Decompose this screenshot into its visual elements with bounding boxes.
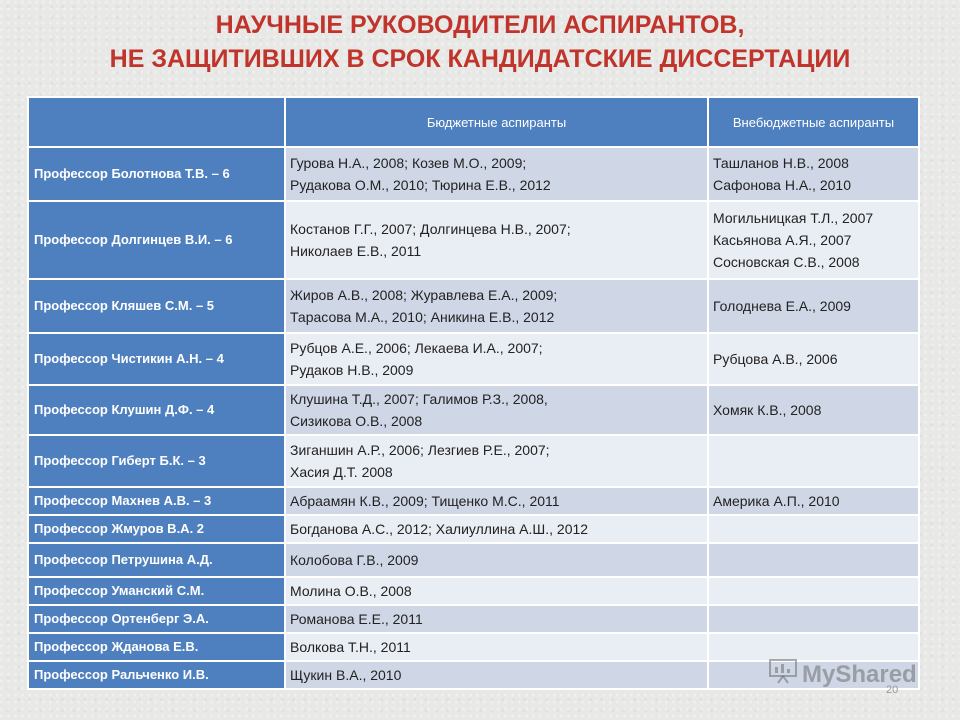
supervisor-cell: Профессор Жданова Е.В. [28,633,285,661]
budget-students-cell [285,605,708,633]
student-entry: Рубцов А.Е., 2006; Лекаева И.А., 2007; [290,340,543,356]
student-entry: Богданова А.С., 2012; Халиуллина А.Ш., 2012 [290,521,589,537]
supervisor-cell: Профессор Махнев А.В. – 3 [28,487,285,515]
student-entry: Голоднева Е.А., 2009 [713,298,851,314]
page-title [0,8,960,76]
header-supervisor [28,97,285,147]
student-entry: Сизикова О.В., 2008 [290,413,423,429]
table-row [28,147,919,201]
extra-budget-students-cell [708,543,919,577]
student-entry: Зиганшин А.Р., 2006; Лезгиев Р.Е., 2007; [290,442,550,458]
student-entry: Сосновская С.В., 2008 [713,254,860,270]
table-row [28,279,919,333]
title-line-1: НАУЧНЫЕ РУКОВОДИТЕЛИ АСПИРАНТОВ, [215,11,745,39]
supervisor-cell: Профессор Уманский С.М. [28,577,285,605]
title-line-2: НЕ ЗАЩИТИВШИХ В СРОК КАНДИДАТСКИЕ ДИССЕРТАЦИИ [109,45,851,73]
budget-students-cell [285,333,708,385]
extra-budget-students-cell [708,385,919,435]
extra-budget-students-cell [708,147,919,201]
budget-students-cell [285,515,708,543]
supervisor-cell: Профессор Клушин Д.Ф. – 4 [28,385,285,435]
supervisor-cell: Профессор Жмуров В.А. 2 [28,515,285,543]
supervisors-table-container [27,96,918,690]
student-entry: Тарасова М.А., 2010; Аникина Е.В., 2012 [290,309,555,325]
budget-students-cell [285,543,708,577]
student-entry: Касьянова А.Я., 2007 [713,232,852,248]
student-entry: Рудаков Н.В., 2009 [290,362,414,378]
table-row [28,605,919,633]
supervisor-cell: Профессор Ральченко И.В. [28,661,285,689]
student-entry: Америка А.П., 2010 [713,493,840,509]
budget-students-cell [285,661,708,689]
table-row [28,543,919,577]
extra-budget-students-cell [708,201,919,279]
student-entry: Жиров А.В., 2008; Журавлева Е.А., 2009; [290,287,558,303]
table-row [28,577,919,605]
supervisor-cell: Профессор Кляшев С.М. – 5 [28,279,285,333]
table-row [28,435,919,487]
table-row [28,633,919,661]
budget-students-cell [285,487,708,515]
student-entry: Ташланов Н.В., 2008 [713,155,849,171]
student-entry: Могильницкая Т.Л., 2007 [713,210,874,226]
student-entry: Щукин В.А., 2010 [290,667,402,683]
extra-budget-students-cell [708,487,919,515]
presentation-icon [768,658,798,691]
header-budget: Бюджетные аспиранты [285,97,708,147]
extra-budget-students-cell [708,605,919,633]
student-entry: Волкова Т.Н., 2011 [290,639,411,655]
student-entry: Романова Е.Е., 2011 [290,611,423,627]
supervisor-cell: Профессор Ортенберг Э.А. [28,605,285,633]
budget-students-cell [285,435,708,487]
table-body [28,147,919,689]
watermark-text: MyShared [802,660,917,688]
student-entry: Клушина Т.Д., 2007; Галимов Р.З., 2008, [290,391,548,407]
supervisors-table [27,96,920,690]
table-row [28,385,919,435]
student-entry: Колобова Г.В., 2009 [290,552,419,568]
budget-students-cell [285,279,708,333]
student-entry: Сафонова Н.А., 2010 [713,177,851,193]
student-entry: Хасия Д.Т. 2008 [290,464,393,480]
table-row [28,515,919,543]
supervisor-cell: Профессор Гиберт Б.К. – 3 [28,435,285,487]
extra-budget-students-cell [708,633,919,661]
student-entry: Гурова Н.А., 2008; Козев М.О., 2009; [290,155,527,171]
student-entry: Костанов Г.Г., 2007; Долгинцева Н.В., 2007; [290,221,571,237]
budget-students-cell [285,385,708,435]
student-entry: Рубцова А.В., 2006 [713,351,838,367]
student-entry: Николаев Е.В., 2011 [290,243,422,259]
supervisor-cell: Профессор Болотнова Т.В. – 6 [28,147,285,201]
header-extra-budget: Внебюджетные аспиранты [708,97,919,147]
table-row [28,487,919,515]
budget-students-cell [285,577,708,605]
budget-students-cell [285,201,708,279]
slide-number: 20 [886,684,899,696]
extra-budget-students-cell [708,515,919,543]
student-entry: Молина О.В., 2008 [290,583,412,599]
table-row [28,333,919,385]
extra-budget-students-cell [708,577,919,605]
student-entry: Абраамян К.В., 2009; Тищенко М.С., 2011 [290,493,560,509]
student-entry: Рудакова О.М., 2010; Тюрина Е.В., 2012 [290,177,551,193]
table-header-row [28,97,919,147]
supervisor-cell: Профессор Долгинцев В.И. – 6 [28,201,285,279]
budget-students-cell [285,147,708,201]
extra-budget-students-cell [708,435,919,487]
extra-budget-students-cell [708,333,919,385]
budget-students-cell [285,633,708,661]
extra-budget-students-cell [708,279,919,333]
supervisor-cell: Профессор Петрушина А.Д. [28,543,285,577]
supervisor-cell: Профессор Чистикин А.Н. – 4 [28,333,285,385]
student-entry: Хомяк К.В., 2008 [713,402,822,418]
table-row [28,201,919,279]
